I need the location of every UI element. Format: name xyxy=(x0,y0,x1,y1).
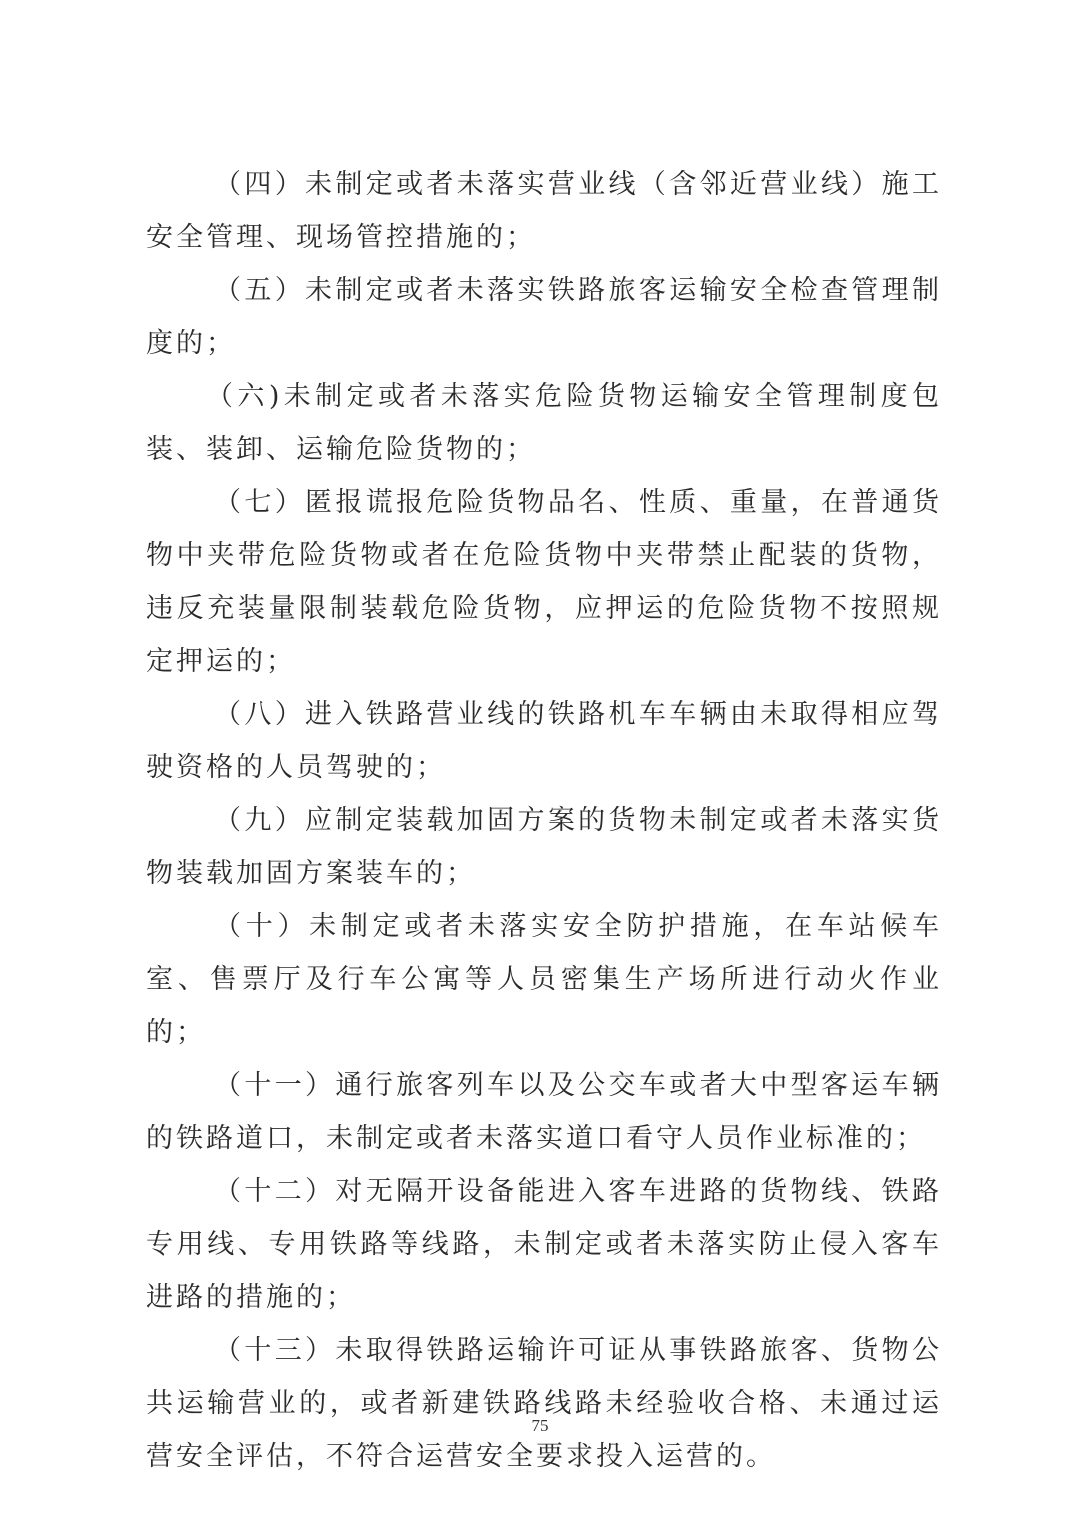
clause-4: （四）未制定或者未落实营业线（含邻近营业线）施工安全管理、现场管控措施的； xyxy=(146,169,942,253)
clause-6: （六)未制定或者未落实危险货物运输安全管理制度包装、装卸、运输危险货物的； xyxy=(146,381,942,465)
clause-7: （七）匿报谎报危险货物品名、性质、重量，在普通货物中夹带危险货物或者在危险货物中夹带禁止配装的货物，违反充装量限制装载危险货物，应押运的危险货物不按照规定押运的； xyxy=(146,487,942,677)
clause-12: （十二）对无隔开设备能进入客车进路的货物线、铁路专用线、专用铁路等线路，未制定或者未落实防止侵入客车进路的措施的； xyxy=(146,1176,942,1313)
page-number: 75 xyxy=(531,1416,549,1435)
clause-8: （八）进入铁路营业线的铁路机车车辆由未取得相应驾驶资格的人员驾驶的； xyxy=(146,699,942,783)
clause-5: （五）未制定或者未落实铁路旅客运输安全检查管理制度的； xyxy=(146,275,942,359)
clause-11: （十一）通行旅客列车以及公交车或者大中型客运车辆的铁路道口，未制定或者未落实道口看守人员作业标准的； xyxy=(146,1070,942,1154)
clause-13: （十三）未取得铁路运输许可证从事铁路旅客、货物公共运输营业的，或者新建铁路线路未经验收合格、未通过运营安全评估，不符合运营安全要求投入运营的。 xyxy=(146,1335,942,1472)
body-text xyxy=(146,158,942,1483)
clause-10: （十）未制定或者未落实安全防护措施，在车站候车室、售票厅及行车公寓等人员密集生产场所进行动火作业的； xyxy=(146,911,942,1048)
clause-9: （九）应制定装载加固方案的货物未制定或者未落实货物装载加固方案装车的； xyxy=(146,805,942,889)
